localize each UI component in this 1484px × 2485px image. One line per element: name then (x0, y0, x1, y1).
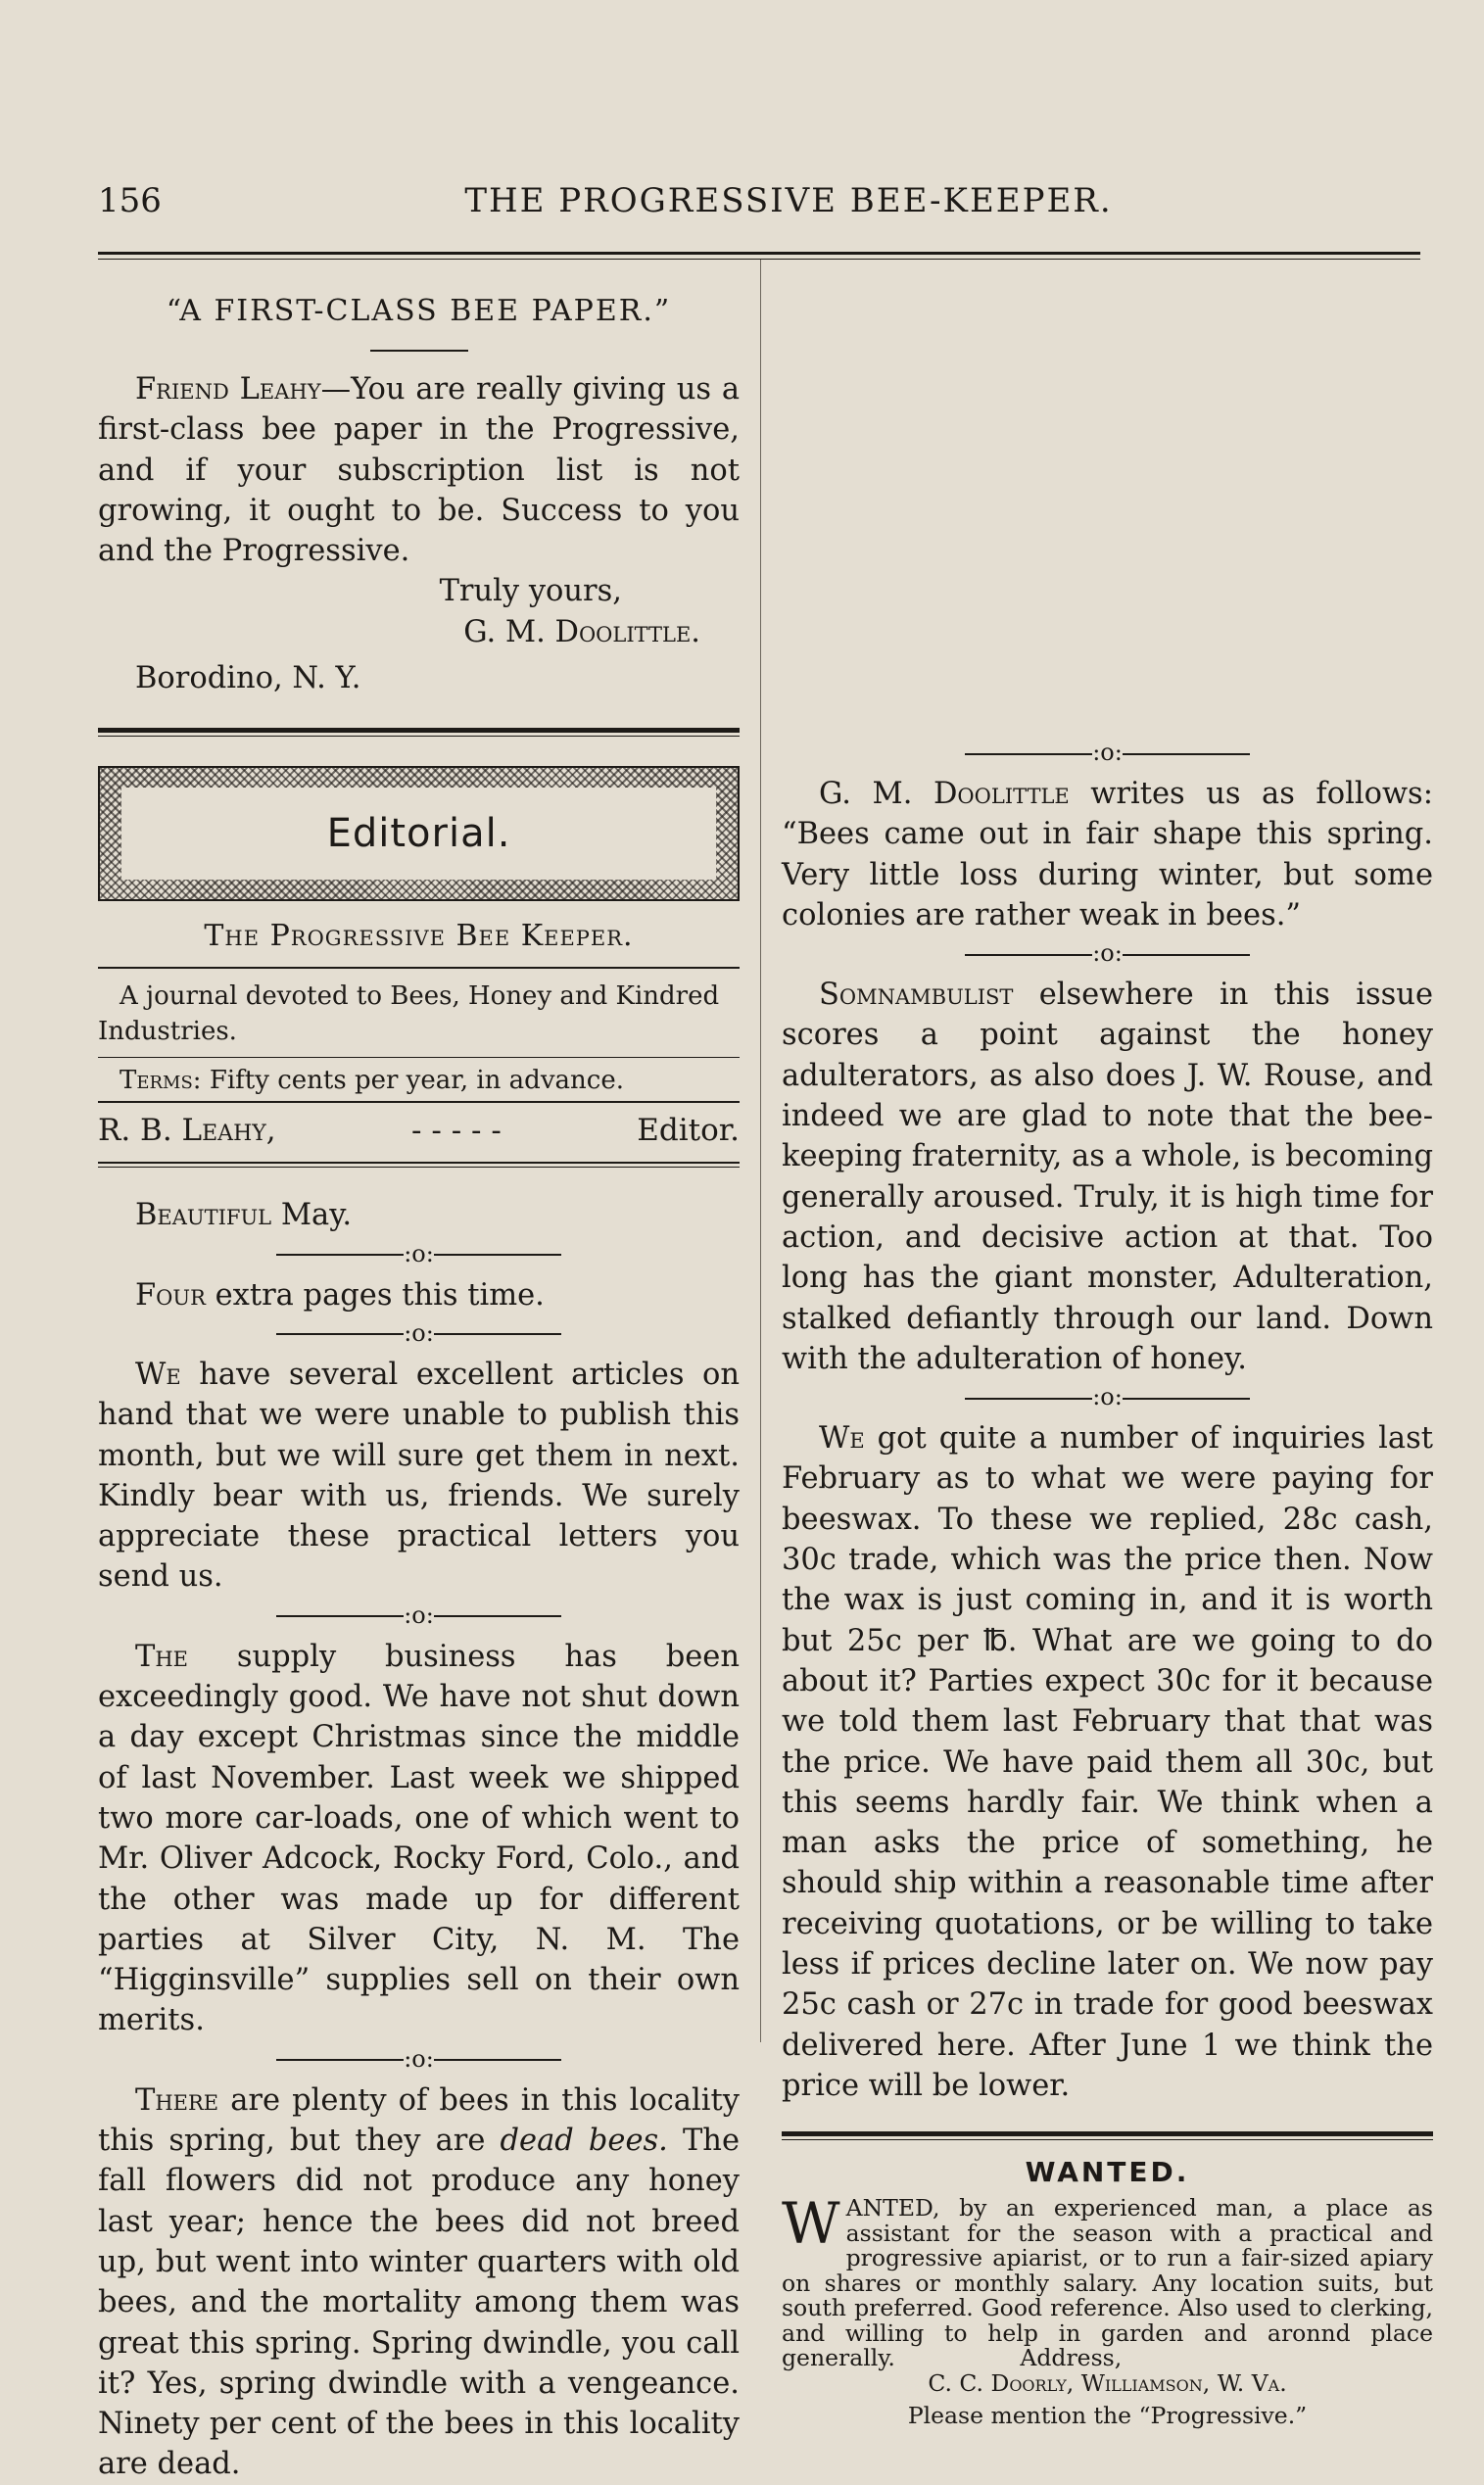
item-four-text: extra pages this time. (215, 1277, 545, 1313)
item-doolittle-lead: G. M. Doolittle (819, 777, 1070, 811)
item-four-pages (98, 1275, 740, 1315)
right-column (782, 286, 1433, 2429)
item-dead-bees (98, 2080, 740, 2485)
wanted-heading: WANTED. (1025, 2156, 1190, 2189)
masthead-description: A journal devoted to Bees, Honey and Kindred Industries. (98, 981, 720, 1047)
left-column (98, 286, 740, 2485)
section-rule-thin (98, 736, 740, 737)
wanted-ad-text: ANTED, by an experienced man, a place as assistant for the season with a practical and progressive apiarist, or to run a fair-sized apiary on shares or monthly salary. Any location suits, but south preferred. Good reference. Also used to clerking, and willing to help in garden and aronnd place generally. (782, 2194, 1433, 2372)
letter-body (98, 369, 740, 571)
separator: :o: (98, 1240, 740, 1267)
item-doolittle-text: writes us as follows: “Bees came out in fair shape this spring. Very little loss during winter, but some colonies are rather weak in bees.” (782, 777, 1433, 932)
item-dead-bees-text-b: The fall flowers did not produce any honey last year; hence the bees did not breed up, but went into winter quarters with old bees, and the mortality among them was great this spring. Spring dwindle, you call it? Yes, spring dwindle with a vengeance. Ninety per cent of the bees in this locality are dead. (98, 2124, 741, 2482)
item-dead-bees-text-a: are plenty of bees in this locality this spring, but they are (98, 2082, 740, 2159)
masthead-rule-2 (98, 1057, 740, 1058)
masthead-rule-5 (98, 1167, 740, 1168)
editorial-banner (98, 766, 740, 901)
editorial-banner-inner (121, 788, 716, 880)
item-articles-text: have several excellent articles on hand that we were unable to publish this month, but we will sure get them in next. Kindly bear with us, friends. We surely appreciate these practical letters you send us. (98, 1357, 740, 1595)
masthead-terms (98, 1066, 740, 1095)
separator: :o: (98, 1319, 740, 1347)
item-may (98, 1195, 740, 1235)
letter-signature: G. M. Doolittle. (463, 614, 700, 649)
header-rule (98, 252, 1420, 255)
column-divider (760, 260, 761, 2042)
editor-name: R. B. Leahy, (98, 1113, 276, 1149)
item-somnambulist-text: elsewhere in this issue scores a point against the honey adulterators, as also does J. W. Rouse, and indeed we are glad to note that the bee-keeping fraternity, as a whole, is becoming generally aroused. Truly, it is high time for action, and decisive action at that. Too long has the giant monster, Adulteration, stalked defiantly through our land. Down with the adulteration of honey. (782, 978, 1433, 1376)
editorial-title: Editorial. (326, 811, 511, 857)
terms-label: Terms: (120, 1066, 202, 1096)
running-title: THE PROGRESSIVE BEE-KEEPER. (464, 181, 1113, 220)
item-supply (98, 1637, 740, 2041)
masthead-rule-3 (98, 1101, 740, 1103)
masthead-rule (98, 967, 740, 969)
page-number: 156 (98, 181, 162, 220)
letter-greeting: Friend Leahy (135, 372, 321, 406)
item-supply-text: supply business has been exceedingly good. We have not shut down a day except Christmas since the middle of last November. Last week we shipped two more car-loads, one of which went to Mr. Oliver Adcock, Rocky Ford, Colo., and the other was made up for different parties at Silver City, N. M. The “Higginsville” supplies sell on their own merits. (98, 1639, 740, 2038)
item-four-lead: Four (135, 1277, 206, 1313)
item-somnambulist-lead: Somnambulist (819, 978, 1014, 1013)
section-rule (98, 728, 740, 733)
letter-title: “A FIRST-CLASS BEE PAPER.” (166, 294, 672, 328)
ad-rule (782, 2131, 1433, 2136)
wanted-mention: Please mention the “Progressive.” (907, 2402, 1308, 2430)
item-dead-bees-italic: dead bees. (500, 2124, 668, 2159)
item-beeswax-text: got quite a number of inquiries last February as to what we were paying for beeswax. To these we replied, 28c cash, 30c trade, which was the price then. Now the wax is just coming in, and it is worth but 25c per ℔. What are we going to do about it? Parties expect 30c for it because we told them last February that that was the price. We have paid them all 30c, but this seems hardly fair. We think when a man asks the price of something, he should ship within a reasonable time after receiving quotations, or be willing to take less if prices decline later on. We now pay 25c cash or 27c in trade for good beeswax delivered here. After June 1 we think the price will be lower. (782, 1421, 1433, 2103)
page-header (98, 181, 1420, 230)
item-dead-bees-lead: There (135, 2082, 219, 2118)
separator: :o: (782, 1383, 1433, 1410)
item-may-lead: Beautiful (135, 1198, 272, 1233)
separator: :o: (98, 1601, 740, 1629)
editor-dashes: - - - - - (411, 1113, 502, 1149)
item-doolittle (782, 774, 1433, 935)
editor-title: Editor. (637, 1113, 740, 1149)
item-beeswax-lead: We (819, 1421, 865, 1457)
masthead-editor (98, 1113, 740, 1148)
separator: :o: (98, 2045, 740, 2073)
terms-text: Fifty cents per year, in advance. (209, 1066, 624, 1096)
wanted-address-label: Address, (1020, 2344, 1123, 2372)
ad-rule-thin (782, 2139, 1433, 2140)
title-rule (370, 350, 468, 352)
header-rule-thin (98, 259, 1420, 260)
item-somnambulist (782, 975, 1433, 1379)
wanted-address: C. C. Doorly, Williamson, W. Va. (928, 2368, 1287, 2397)
item-beeswax (782, 1418, 1433, 2106)
item-supply-lead: The (135, 1639, 188, 1674)
masthead-name: The Progressive Bee Keeper. (204, 919, 634, 954)
wanted-ad (782, 2190, 1433, 2430)
item-articles-lead: We (135, 1357, 181, 1392)
separator: :o: (782, 739, 1433, 766)
letter-closing: Truly yours, (439, 574, 622, 609)
letter-place: Borodino, N. Y. (135, 661, 361, 696)
wanted-drop-cap: W (782, 2190, 840, 2258)
masthead-rule-4 (98, 1162, 740, 1164)
item-articles (98, 1355, 740, 1598)
letter-text: —You are really giving us a first-class bee paper in the Progressive, and if your subscription list is not growing, it ought to be. Success to you and the Progressive. (98, 372, 740, 569)
separator: :o: (782, 939, 1433, 967)
item-may-text: May. (280, 1198, 353, 1233)
